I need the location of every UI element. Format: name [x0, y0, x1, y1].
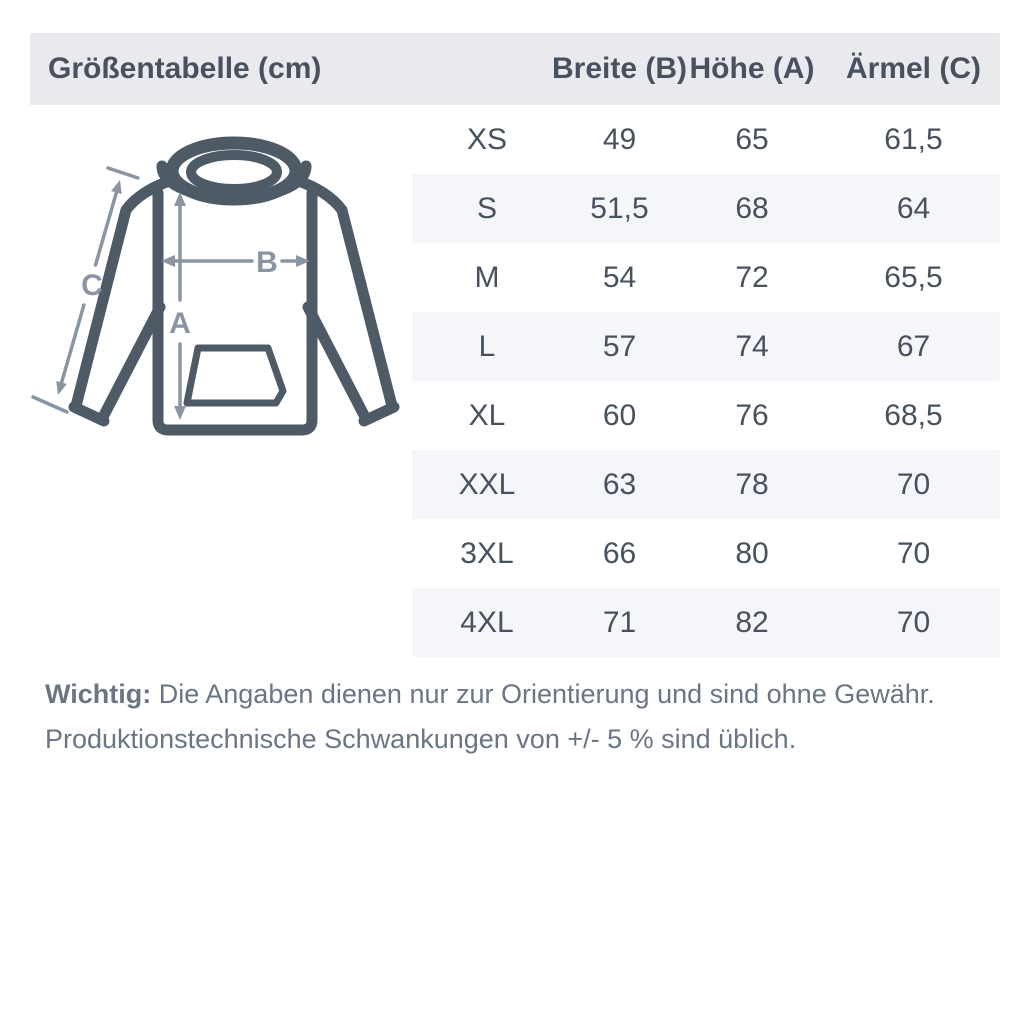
page-title: Größentabelle (cm)	[48, 52, 322, 85]
table-row	[412, 381, 1000, 450]
hoehe-cell: 65	[735, 122, 769, 156]
disclaimer-text: Die Angaben dienen nur zur Orientierung und sind ohne Gewähr.	[151, 679, 935, 709]
dimension-arrow-b	[161, 246, 310, 279]
aermel-cell: 70	[896, 605, 931, 639]
table-header-bar	[30, 33, 1000, 105]
disclaimer-note	[45, 672, 995, 762]
table-row	[412, 450, 1000, 519]
breite-cell: 66	[602, 536, 637, 570]
column-header-aermel: Ärmel (C)	[845, 52, 981, 85]
breite-cell: 60	[602, 398, 637, 432]
hoehe-cell: 72	[735, 260, 769, 294]
size-table	[412, 105, 1000, 657]
size-cell: 3XL	[460, 536, 514, 570]
hoodie-diagram	[30, 130, 430, 450]
table-row	[412, 243, 1000, 312]
breite-cell: 51,5	[590, 191, 649, 225]
size-cell: 4XL	[460, 605, 514, 639]
size-cell: XS	[466, 122, 508, 156]
dimension-label-c: C	[81, 269, 103, 302]
disclaimer-line-2: Produktionstechnische Schwankungen von +/- 5 % sind üblich.	[45, 724, 797, 754]
size-cell: XL	[468, 398, 506, 432]
size-cell: M	[474, 260, 500, 294]
dimension-label-b: B	[256, 246, 278, 279]
dimension-label-a: A	[169, 307, 191, 340]
hoehe-cell: 68	[735, 191, 769, 225]
breite-cell: 71	[602, 605, 637, 639]
table-row	[412, 174, 1000, 243]
aermel-cell: 68,5	[884, 398, 943, 432]
aermel-cell: 70	[896, 467, 931, 501]
column-header-hoehe: Höhe (A)	[689, 52, 815, 85]
aermel-cell: 70	[896, 536, 931, 570]
disclaimer-line-1	[45, 672, 995, 717]
aermel-cell: 65,5	[884, 260, 943, 294]
hoehe-cell: 74	[735, 329, 769, 363]
size-cell: XXL	[458, 467, 516, 501]
table-row	[412, 312, 1000, 381]
column-header-breite: Breite (B)	[552, 52, 688, 85]
breite-cell: 63	[602, 467, 637, 501]
hoehe-cell: 80	[735, 536, 769, 570]
aermel-cell: 61,5	[884, 122, 943, 156]
size-cell: S	[476, 191, 497, 225]
hoodie-hood	[162, 143, 306, 199]
hoehe-cell: 76	[735, 398, 769, 432]
column-headers	[412, 33, 1000, 105]
disclaimer-emphasis: Wichtig:	[45, 679, 152, 709]
table-row	[412, 105, 1000, 174]
breite-cell: 49	[602, 122, 637, 156]
aermel-cell: 67	[896, 329, 931, 363]
hoodie-pocket	[187, 348, 283, 403]
size-cell: L	[478, 329, 496, 363]
hoehe-cell: 82	[735, 605, 769, 639]
breite-cell: 54	[602, 260, 637, 294]
table-row	[412, 519, 1000, 588]
table-row	[412, 588, 1000, 657]
aermel-cell: 64	[896, 191, 931, 225]
breite-cell: 57	[602, 329, 637, 363]
hoehe-cell: 78	[735, 467, 769, 501]
